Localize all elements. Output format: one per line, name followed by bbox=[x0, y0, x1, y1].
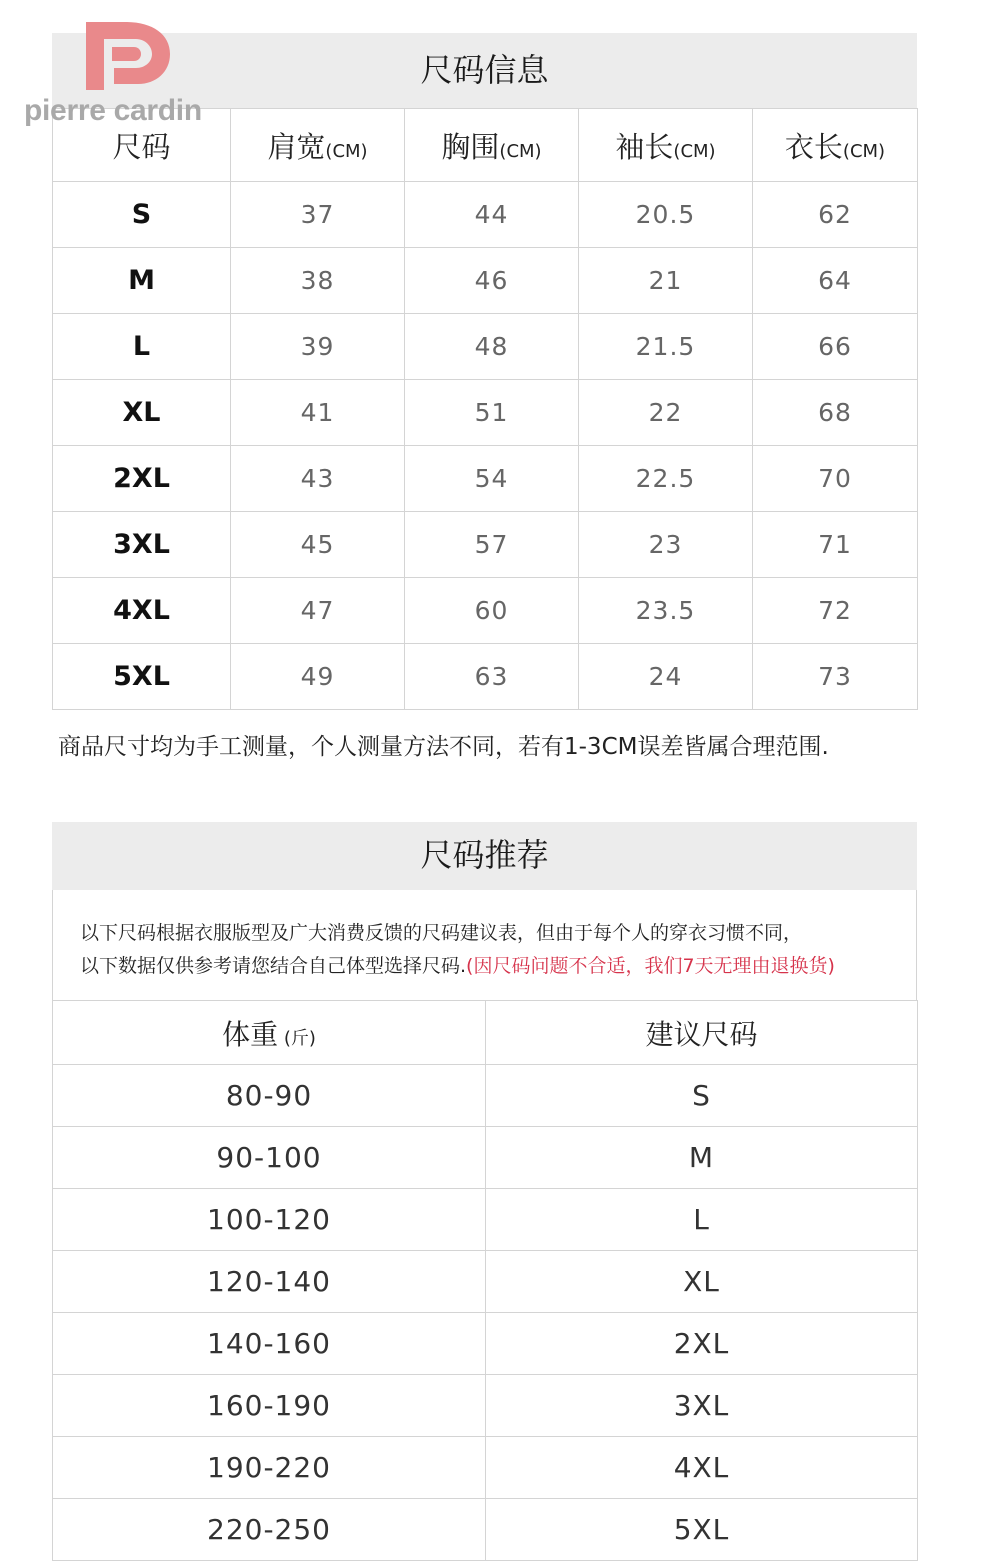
table-row bbox=[53, 1313, 918, 1375]
return-policy-note: (因尺码问题不合适，我们7天无理由退换货) bbox=[466, 955, 835, 977]
suggested-size-cell: L bbox=[486, 1189, 918, 1251]
length-cell: 71 bbox=[753, 512, 918, 578]
sleeve-cell: 21.5 bbox=[579, 314, 753, 380]
header-chest bbox=[405, 109, 579, 182]
suggested-size-cell: XL bbox=[486, 1251, 918, 1313]
table-row bbox=[53, 1065, 918, 1127]
size-cell: L bbox=[53, 314, 231, 380]
length-cell: 72 bbox=[753, 578, 918, 644]
table-row bbox=[53, 512, 918, 578]
chest-cell: 46 bbox=[405, 248, 579, 314]
size-cell: 5XL bbox=[53, 644, 231, 710]
sleeve-cell: 23 bbox=[579, 512, 753, 578]
shoulder-cell: 49 bbox=[231, 644, 405, 710]
shoulder-cell: 38 bbox=[231, 248, 405, 314]
suggested-size-cell: 5XL bbox=[486, 1499, 918, 1561]
header-unit: (CM) bbox=[673, 140, 716, 162]
table-row bbox=[53, 578, 918, 644]
size-cell: XL bbox=[53, 380, 231, 446]
length-cell: 68 bbox=[753, 380, 918, 446]
sleeve-cell: 23.5 bbox=[579, 578, 753, 644]
length-cell: 70 bbox=[753, 446, 918, 512]
header-shoulder bbox=[231, 109, 405, 182]
table-row bbox=[53, 182, 918, 248]
weight-cell: 80-90 bbox=[53, 1065, 486, 1127]
weight-cell: 160-190 bbox=[53, 1375, 486, 1437]
header-unit: (CM) bbox=[842, 140, 886, 162]
weight-cell: 100-120 bbox=[53, 1189, 486, 1251]
size-info-table bbox=[52, 108, 918, 710]
shoulder-cell: 37 bbox=[231, 182, 405, 248]
measurement-note: 商品尺寸均为手工测量，个人测量方法不同，若有1-3CM误差皆属合理范围. bbox=[58, 734, 829, 760]
header-unit: (CM) bbox=[499, 140, 542, 162]
header-label: 衣长 bbox=[784, 129, 843, 164]
weight-cell: 140-160 bbox=[53, 1313, 486, 1375]
table-row bbox=[53, 380, 918, 446]
sleeve-cell: 22 bbox=[579, 380, 753, 446]
size-cell: S bbox=[53, 182, 231, 248]
length-cell: 73 bbox=[753, 644, 918, 710]
weight-cell: 190-220 bbox=[53, 1437, 486, 1499]
shoulder-cell: 41 bbox=[231, 380, 405, 446]
table-row bbox=[53, 1375, 918, 1437]
table-row bbox=[53, 1127, 918, 1189]
table-row bbox=[53, 1189, 918, 1251]
suggested-size-cell: 4XL bbox=[486, 1437, 918, 1499]
weight-cell: 90-100 bbox=[53, 1127, 486, 1189]
header-label: 尺码 bbox=[112, 129, 171, 164]
size-recommend-description bbox=[52, 890, 917, 1000]
table-row bbox=[53, 248, 918, 314]
table-row bbox=[53, 1437, 918, 1499]
description-line-2 bbox=[80, 950, 916, 983]
sleeve-cell: 24 bbox=[579, 644, 753, 710]
size-recommend-table bbox=[52, 1000, 918, 1561]
suggested-size-cell: 2XL bbox=[486, 1313, 918, 1375]
header-label: 肩宽 bbox=[267, 129, 326, 164]
brand-logo-mark-icon bbox=[82, 20, 174, 92]
table-row bbox=[53, 1499, 918, 1561]
description-text: 以下数据仅供参考请您结合自己体型选择尺码. bbox=[80, 955, 467, 977]
suggested-size-cell: S bbox=[486, 1065, 918, 1127]
table-row bbox=[53, 314, 918, 380]
size-cell: 3XL bbox=[53, 512, 231, 578]
suggested-size-cell: M bbox=[486, 1127, 918, 1189]
header-suggested-size bbox=[486, 1001, 918, 1065]
chest-cell: 48 bbox=[405, 314, 579, 380]
shoulder-cell: 47 bbox=[231, 578, 405, 644]
length-cell: 62 bbox=[753, 182, 918, 248]
header-unit: (斤) bbox=[278, 1027, 316, 1049]
sleeve-cell: 21 bbox=[579, 248, 753, 314]
header-label: 胸围 bbox=[441, 129, 500, 164]
header-label: 建议尺码 bbox=[645, 1017, 758, 1051]
header-weight bbox=[53, 1001, 486, 1065]
size-cell: 4XL bbox=[53, 578, 231, 644]
table-row bbox=[53, 446, 918, 512]
description-line-1: 以下尺码根据衣服版型及广大消费反馈的尺码建议表，但由于每个人的穿衣习惯不同， bbox=[80, 922, 803, 944]
chest-cell: 54 bbox=[405, 446, 579, 512]
chest-cell: 44 bbox=[405, 182, 579, 248]
header-unit: (CM) bbox=[325, 140, 368, 162]
sleeve-cell: 20.5 bbox=[579, 182, 753, 248]
weight-cell: 220-250 bbox=[53, 1499, 486, 1561]
table-row bbox=[53, 644, 918, 710]
chest-cell: 57 bbox=[405, 512, 579, 578]
size-cell: 2XL bbox=[53, 446, 231, 512]
size-recommend-title: 尺码推荐 bbox=[52, 822, 917, 890]
length-cell: 64 bbox=[753, 248, 918, 314]
chest-cell: 51 bbox=[405, 380, 579, 446]
header-label: 袖长 bbox=[615, 129, 674, 164]
recommend-header-row bbox=[53, 1001, 918, 1065]
sleeve-cell: 22.5 bbox=[579, 446, 753, 512]
header-label: 体重 bbox=[222, 1017, 279, 1051]
weight-cell: 120-140 bbox=[53, 1251, 486, 1313]
header-length bbox=[753, 109, 918, 182]
chest-cell: 63 bbox=[405, 644, 579, 710]
table-row bbox=[53, 1251, 918, 1313]
shoulder-cell: 39 bbox=[231, 314, 405, 380]
shoulder-cell: 45 bbox=[231, 512, 405, 578]
shoulder-cell: 43 bbox=[231, 446, 405, 512]
brand-logo-text: pierre cardin bbox=[24, 94, 202, 127]
chest-cell: 60 bbox=[405, 578, 579, 644]
header-sleeve bbox=[579, 109, 753, 182]
suggested-size-cell: 3XL bbox=[486, 1375, 918, 1437]
brand-logo bbox=[24, 20, 224, 130]
size-cell: M bbox=[53, 248, 231, 314]
length-cell: 66 bbox=[753, 314, 918, 380]
size-info-title: 尺码信息 bbox=[52, 33, 917, 108]
